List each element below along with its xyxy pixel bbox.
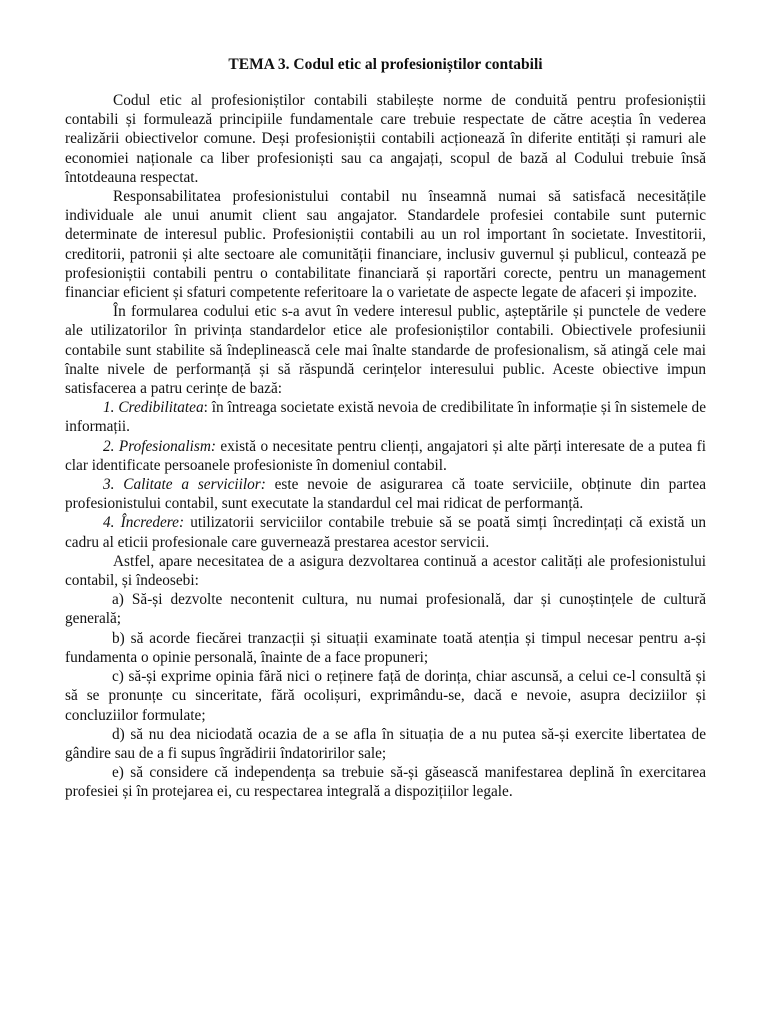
subpoint-b: b) să acorde fiecărei tranzacții și situații examinate toată atenția și timpul necesar pentru a-și fundamenta o opinie personală, înainte de a face propuneri; (65, 629, 706, 666)
subpoint-e: e) să considere că independența sa trebuie să-și găsească manifestarea deplină în exercitarea profesiei și în protejarea ei, cu respectarea integrală a dispozițiilor legale. (65, 764, 706, 801)
requirement-credibility (65, 398, 706, 436)
requirement-label: 1. Credibilitatea (103, 399, 204, 417)
paragraph-closing: Astfel, apare necesitatea de a asigura dezvoltarea continuă a acestor calități ale profesionistului contabil, și îndeosebi: (65, 552, 706, 590)
subpoint-c: c) să-și exprime opinia fără nici o reținere față de dorința, chiar ascunsă, a celui ce-l consultă și să se pronunțe cu sinceritate, fără ocolișuri, exprimându-se, dacă e nevoie, asupra deciziilor și concluziilor formulate; (65, 668, 706, 724)
requirement-text: : în întreaga societate există nevoia de credibilitate în informație și în sistemele de informații. (65, 399, 706, 436)
paragraph-responsibility: Responsabilitatea profesionistului contabil nu înseamnă numai să satisfacă necesitățile individuale ale unui anumit client sau angajator. Standardele profesiei contabile sunt puternic determinate de interesul public. Profesioniștii contabili au un rol important în societate. Investitorii, creditorii, patronii și alte sectoare ale comunității financiare, inclusiv guvernul și publicul, contează pe profesioniștii contabili pentru o contabilitate financiară și raportări corecte, pentru un management financiar eficient și sfaturi competente referitoare la o varietate de aspecte legate de afaceri și impozite. (65, 188, 706, 302)
requirement-label: 2. Profesionalism: (103, 437, 217, 455)
requirement-text: este nevoie de asigurarea că toate serviciile, obținute din partea profesionistului contabil, sunt executate la standardul cel mai ridicat de performanță. (65, 476, 706, 513)
requirement-professionalism (65, 437, 706, 475)
page-title: TEMA 3. Codul etic al profesioniștilor contabili (228, 56, 543, 73)
subpoint-a: a) Să-și dezvolte necontenit cultura, nu numai profesională, dar și cunoștințele de cultură generală; (65, 591, 706, 628)
paragraph-code-formulation: În formularea codului etic s-a avut în vedere interesul public, așteptările și punctele de vedere ale utilizatorilor în privința standardelor etice ale profesioniștilor contabili. Obiectivele profesiunii contabile sunt stabilite să îndeplinească cele mai înalte standarde de profesionalism, să atingă cele mai înalte nivele de performanță și să răspundă cerințelor interesului public. Aceste obiective impun satisfacerea a patru cerințe de bază: (65, 303, 706, 398)
requirement-label: 4. Încredere: (103, 514, 185, 532)
requirement-text: utilizatorii serviciilor contabile trebuie să se poată simți încredințați că există un cadru al eticii profesionale care guvernează prestarea acestor servicii. (65, 514, 706, 551)
requirement-text: există o necesitate pentru clienți, angajatori și alte părți interesate de a putea fi clar identificate persoanele profesioniste în domeniul contabil. (65, 437, 706, 474)
requirement-service-quality (65, 475, 706, 513)
paragraph-intro: Codul etic al profesioniștilor contabili stabilește norme de conduită pentru profesioniștii contabili și formulează principiile fundamentale care trebuie respectate de către aceștia în vederea realizării obiectivelor comune. Deși profesioniștii contabili acționează în diferite entități și ramuri ale economiei naționale ca liber profesioniști sau ca angajați, scopul de bază al Codului trebuie însă întotdeauna respectat. (65, 92, 706, 186)
requirement-trust (65, 513, 706, 551)
subpoint-d: d) să nu dea niciodată ocazia de a se afla în situația de a nu putea să-și exercite libertatea de gândire sau de a fi supus îngrădirii îndatoririlor sale; (65, 725, 706, 762)
requirement-label: 3. Calitate a serviciilor: (103, 476, 266, 494)
